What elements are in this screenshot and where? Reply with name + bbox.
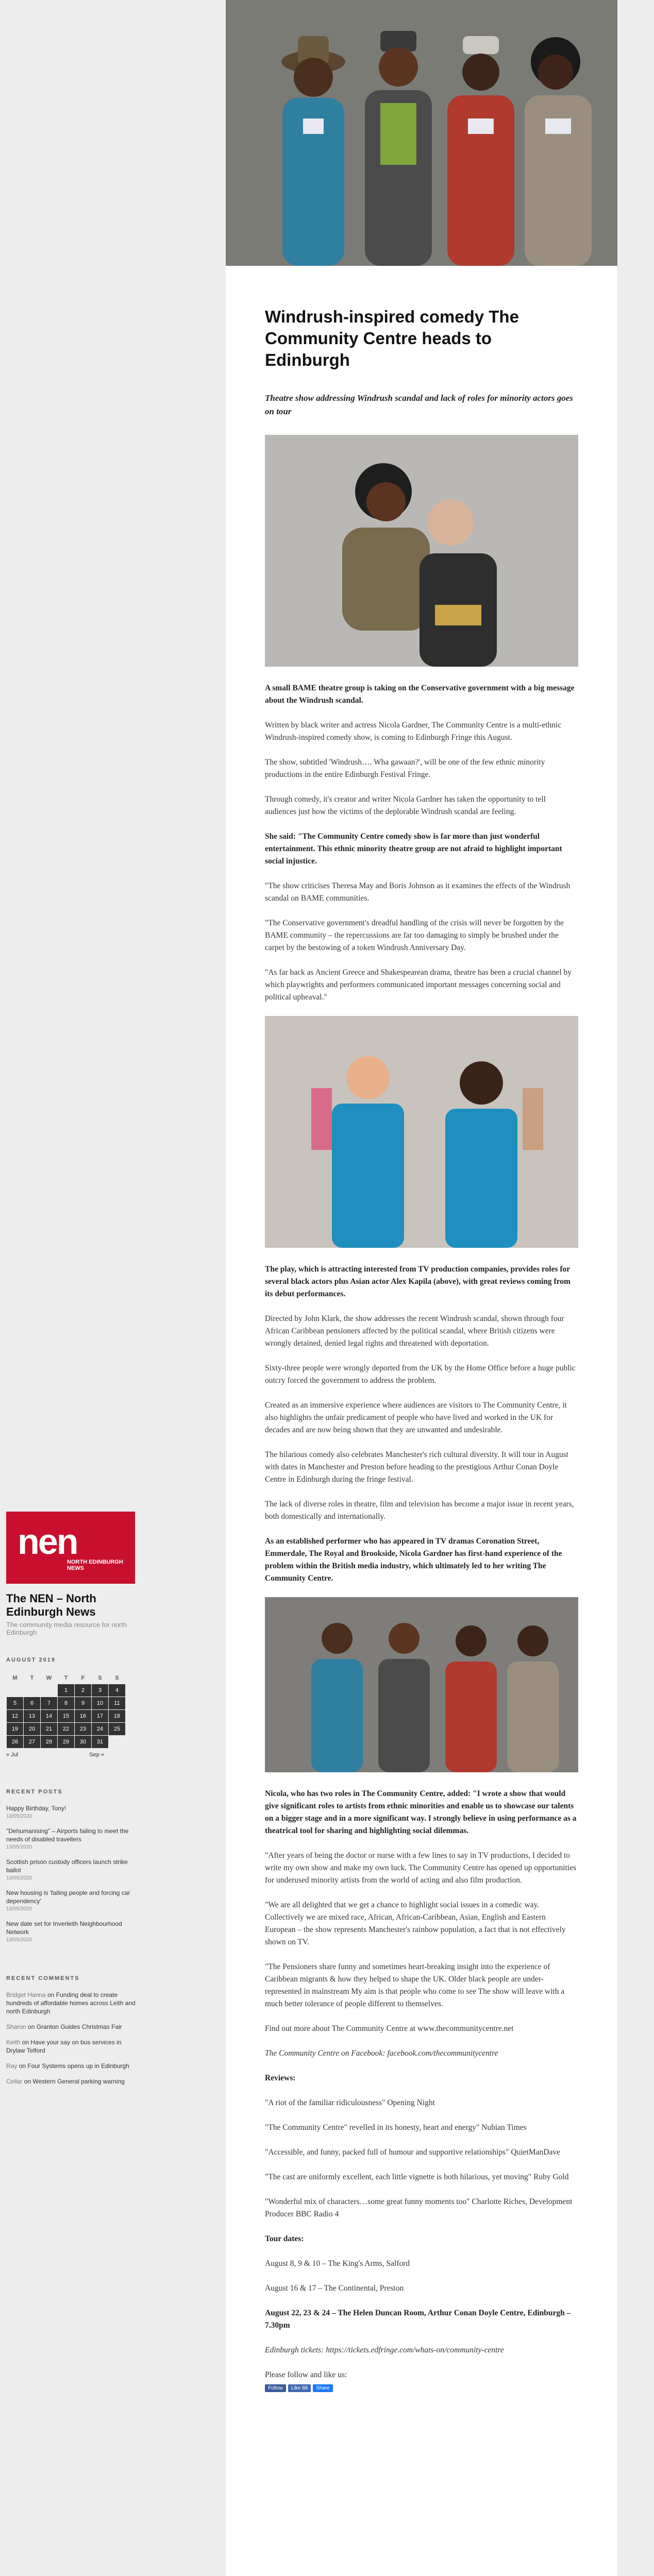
calendar-day[interactable]: 20 <box>24 1723 41 1736</box>
calendar-day[interactable]: 22 <box>58 1723 75 1736</box>
calendar-day[interactable]: 3 <box>92 1684 109 1697</box>
calendar-day <box>24 1684 41 1697</box>
comment-on: on <box>22 2039 29 2046</box>
article-title: Windrush-inspired comedy The Community Centre heads to Edinburgh <box>265 307 519 369</box>
facebook-link[interactable] <box>265 2047 578 2060</box>
calendar-day <box>41 1684 58 1697</box>
recent-post-item[interactable] <box>6 1920 140 1944</box>
recent-post-date: 13/05/2020 <box>6 1844 32 1850</box>
recent-post-title[interactable]: Scottish prison custody officers launch strike ballot <box>6 1858 128 1874</box>
recent-comment-item <box>6 2077 140 2086</box>
sidebar <box>0 0 155 2576</box>
calendar-day[interactable]: 27 <box>24 1736 41 1749</box>
calendar-prev-link[interactable]: « Jul <box>6 1752 19 1758</box>
article-paragraph: As an established performer who has appeared in TV dramas Coronation Street, Emmerdale, The Royal and Brookside, Nicola Gardner has first-hand experience of the problem within the British media industry, which ultimately led to her writing The Community Centre. <box>265 1537 562 1583</box>
recent-comments-title: RECENT COMMENTS <box>6 1975 80 1981</box>
tour-heading: Tour dates: <box>265 2234 304 2243</box>
comment-author[interactable]: Ray <box>6 2062 18 2070</box>
article-paragraph: The lack of diverse roles in theatre, film and television has become a major issue in recent years, both domestically and internationally. <box>265 1500 574 1521</box>
calendar-day[interactable]: 9 <box>75 1697 92 1710</box>
calendar-day[interactable]: 29 <box>58 1736 75 1749</box>
comment-author[interactable]: Cellar <box>6 2078 23 2085</box>
calendar-day[interactable]: 24 <box>92 1723 109 1736</box>
recent-post-item[interactable] <box>6 1858 140 1883</box>
comment-post-link[interactable]: Funding deal to create hundreds of affordable homes across Leith and north Edinburgh <box>6 1991 136 2015</box>
calendar-next-link[interactable]: Sep » <box>89 1752 104 1758</box>
calendar-day <box>7 1684 24 1697</box>
article-paragraph: Find out more about The Community Centre at www.thecommunitycentre.net <box>265 2024 514 2033</box>
comment-on: on <box>28 2023 35 2030</box>
calendar-day[interactable]: 6 <box>24 1697 41 1710</box>
tour-date: August 8, 9 & 10 – The King's Arms, Salford <box>265 2259 410 2268</box>
photo-cast-four <box>265 1597 578 1772</box>
article-paragraph: The show, subtitled 'Windrush…. Wha gawaan?', will be one of the few ethnic minority productions in the entire Edinburgh Festival Fringe. <box>265 758 545 779</box>
recent-comment-item <box>6 2023 140 2031</box>
calendar-day[interactable]: 10 <box>92 1697 109 1710</box>
comment-author[interactable]: Sharon <box>6 2023 26 2030</box>
calendar-weekday: S <box>115 1675 119 1681</box>
hero-image <box>226 0 617 266</box>
article-paragraph: The hilarious comedy also celebrates Manchester's rich cultural diversity. It will tour in August with dates in Manchester and Preston before heading to the prestigious Arthur Conan Doyle Centre in Edinburgh during the fringe festival. <box>265 1450 568 1484</box>
site-description: The community media resource for north Edinburgh <box>6 1621 127 1636</box>
comment-post-link[interactable]: Western General parking warning <box>32 2078 125 2085</box>
article-photo-3 <box>265 1597 578 1772</box>
recent-post-item[interactable] <box>6 1804 140 1821</box>
calendar-day[interactable]: 13 <box>24 1710 41 1723</box>
calendar-day[interactable]: 25 <box>109 1723 126 1736</box>
site-logo[interactable] <box>6 1512 135 1584</box>
calendar-day[interactable]: 2 <box>75 1684 92 1697</box>
calendar-day[interactable]: 7 <box>41 1697 58 1710</box>
recent-post-date: 13/05/2020 <box>6 1906 32 1912</box>
calendar-day[interactable]: 30 <box>75 1736 92 1749</box>
calendar-day[interactable]: 14 <box>41 1710 58 1723</box>
calendar-nav <box>6 1752 104 1758</box>
article-paragraph: "We are all delighted that we get a chance to highlight social issues in a comedic way. Collectively we are mixed race, African, African-Caribbean, Asian, English and Eastern European – the show represents Manchester's rainbow population, a fact that is not effectively shown on TV. <box>265 1901 566 1946</box>
calendar-weekday: T <box>64 1675 68 1681</box>
recent-post-item[interactable] <box>6 1827 140 1852</box>
calendar-week <box>7 1684 126 1697</box>
recent-comment-item <box>6 1991 140 2015</box>
recent-post-title[interactable]: "Dehumanising" – Airports failing to meet the needs of disabled travellers <box>6 1827 129 1843</box>
calendar-day[interactable]: 26 <box>7 1736 24 1749</box>
recent-posts-list <box>6 1804 140 1944</box>
calendar-day[interactable]: 17 <box>92 1710 109 1723</box>
article-paragraph: Written by black writer and actress Nicola Gardner, The Community Centre is a multi-ethnic Windrush-inspired comedy show, is coming to Edinburgh Fringe this August. <box>265 721 562 742</box>
facebook-anchor[interactable]: The Community Centre on Facebook: facebook.com/thecommunitycentre <box>265 2049 498 2058</box>
calendar-day[interactable]: 12 <box>7 1710 24 1723</box>
review-quote: "The cast are uniformly excellent, each little vignette is both hilarious, yet moving" Ruby Gold <box>265 2173 569 2181</box>
share-button[interactable]: Like 88 <box>288 2384 311 2392</box>
calendar-day[interactable]: 23 <box>75 1723 92 1736</box>
article-paragraph: She said: "The Community Centre comedy show is far more than just wonderful entertainment. This ethnic minority theatre group are not afraid to highlight important social injustice. <box>265 832 562 866</box>
share-button[interactable]: Follow <box>265 2384 286 2392</box>
calendar-title: AUGUST 2019 <box>6 1657 56 1663</box>
sidebar-inner <box>6 1512 140 2093</box>
logo-subtitle: NORTH EDINBURGH NEWS <box>67 1559 123 1571</box>
article-paragraph: Nicola, who has two roles in The Community Centre, added: "I wrote a show that would give significant roles to artists from ethnic minorities and enable us to showcase our talents on a bigger stage and in a more significant way. I strongly believe in using performance as a theatrical tool for sharing and highlighting social dilemmas. <box>265 1789 577 1835</box>
calendar-day[interactable]: 18 <box>109 1710 126 1723</box>
calendar-day[interactable]: 28 <box>41 1736 58 1749</box>
review-quote: "Wonderful mix of characters…some great funny moments too" Charlotte Riches, Development Producer BBC Radio 4 <box>265 2197 573 2218</box>
article-paragraph: Directed by John Klark, the show addresses the recent Windrush scandal, shown through four African Caribbean pensioners affected by the political scandal, where British citizens were wrongly detained, denied legal rights and threatened with deportation. <box>265 1314 564 1348</box>
calendar-weekday: S <box>98 1675 102 1681</box>
calendar-day[interactable]: 21 <box>41 1723 58 1736</box>
calendar-weekday: W <box>46 1675 52 1682</box>
calendar-weekday: T <box>30 1675 34 1682</box>
tour-date[interactable]: Edinburgh tickets: https://tickets.edfringe.com/whats-on/community-centre <box>265 2346 504 2354</box>
calendar <box>6 1672 126 1749</box>
calendar-week <box>7 1736 126 1749</box>
review-quote: "Accessible, and funny, packed full of humour and supportive relationships" QuietManDave <box>265 2148 560 2157</box>
article-photo-1 <box>265 435 578 667</box>
comment-on: on <box>24 2078 31 2085</box>
calendar-day[interactable]: 8 <box>58 1697 75 1710</box>
review-quote: "The Community Centre" revelled in its honesty, heart and energy" Nubian Times <box>265 2123 527 2132</box>
calendar-weekday: M <box>12 1675 18 1682</box>
photo-blue-tunics <box>265 1016 578 1248</box>
calendar-day[interactable]: 31 <box>92 1736 109 1749</box>
article-paragraph: A small BAME theatre group is taking on the Conservative government with a big message about the Windrush scandal. <box>265 684 575 705</box>
calendar-week <box>7 1697 126 1710</box>
article-paragraph: "As far back as Ancient Greece and Shakespearean drama, theatre has been a crucial channel by which playwrights and performers communicated important messages concerning social and political upheaval." <box>265 968 572 1002</box>
share-buttons <box>265 2384 578 2392</box>
review-quote: "A riot of the familiar ridiculousness" Opening Night <box>265 2098 435 2107</box>
comment-on: on <box>47 1991 55 1998</box>
photo-two-performers <box>265 435 578 667</box>
article-paragraph: Sixty-three people were wrongly deported from the UK by the Home Office before a huge public outcry forced the government to address the problem. <box>265 1364 576 1385</box>
calendar-day[interactable]: 4 <box>109 1684 126 1697</box>
calendar-day[interactable]: 5 <box>7 1697 24 1710</box>
article-paragraph: Through comedy, it's creator and writer Nicola Gardner has taken the opportunity to tell audiences just how the victims of the deplorable Windrush scandal are feeling. <box>265 795 546 816</box>
comment-author[interactable]: Keith <box>6 2039 21 2046</box>
calendar-weekday: F <box>81 1675 85 1681</box>
recent-comments-list <box>6 1991 140 2086</box>
recent-post-title[interactable]: New housing is 'failing people and forcing car dependency' <box>6 1889 130 1905</box>
calendar-week <box>7 1710 126 1723</box>
calendar-day <box>109 1736 126 1749</box>
comment-on: on <box>19 2062 26 2070</box>
comment-post-link[interactable]: Four Systems opens up in Edinburgh <box>27 2062 129 2070</box>
calendar-week <box>7 1723 126 1736</box>
share-button[interactable]: Share <box>313 2384 333 2392</box>
logo-word: nen <box>18 1521 77 1562</box>
calendar-day[interactable]: 19 <box>7 1723 24 1736</box>
recent-post-title[interactable]: New date set for Inverleith Neighbourhood Network <box>6 1920 122 1936</box>
recent-post-date: 13/05/2020 <box>6 1937 32 1943</box>
recent-post-date: 13/05/2020 <box>6 1875 32 1881</box>
calendar-day[interactable]: 1 <box>58 1684 75 1697</box>
site-title[interactable]: The NEN – North Edinburgh News <box>6 1592 96 1618</box>
recent-posts-title: RECENT POSTS <box>6 1789 63 1795</box>
recent-post-title[interactable]: Happy Birthday, Tony! <box>6 1805 66 1812</box>
comment-post-link[interactable]: Granton Guides Christmas Fair <box>36 2023 122 2030</box>
article-paragraph: The play, which is attracting interested from TV production companies, provides roles for several black actors plus Asian actor Alex Kapila (above), with great reviews coming from its debut performances. <box>265 1265 571 1298</box>
hero-cast-photo <box>226 0 617 266</box>
comment-author[interactable]: Bridget Hanna <box>6 1991 46 1998</box>
article-paragraph: "The Pensioners share funny and sometimes heart-breaking insight into the experience of Caribbean migrants & how they helped to shape the UK. Older black people are under-represented in mainstream My aim is that people who come to see The show will leave with a much better tolerance of people different to themselves. <box>265 1962 565 2008</box>
recent-comment-item <box>6 2062 140 2070</box>
calendar-day[interactable]: 15 <box>58 1710 75 1723</box>
article-photo-2 <box>265 1016 578 1248</box>
article <box>226 306 617 2392</box>
article-paragraph: "The Conservative government's dreadful handling of the crisis will never be forgotten by the BAME community – the repercussions are far too damaging to simply be brushed under the carpet by the bestowing of a token Windrush Anniversary Day. <box>265 919 564 952</box>
recent-post-date: 13/05/2020 <box>6 1814 32 1819</box>
reviews-heading: Reviews: <box>265 2074 296 2082</box>
main-content <box>226 0 617 2576</box>
article-paragraph: Created as an immersive experience where audiences are visitors to The Community Centre, it also highlights the unfair predicament of people who have lived and worked in the UK for decades and are now being shown that they are unwanted and undesirable. <box>265 1401 567 1434</box>
article-standfirst: Theatre show addressing Windrush scandal and lack of roles for minority actors goes on tour <box>265 393 573 416</box>
article-paragraph: "The show criticises Theresa May and Boris Johnson as it examines the effects of the Windrush scandal on BAME communities. <box>265 882 571 903</box>
recent-comment-item <box>6 2038 140 2055</box>
calendar-day[interactable]: 16 <box>75 1710 92 1723</box>
calendar-day[interactable]: 11 <box>109 1697 126 1710</box>
recent-post-item[interactable] <box>6 1889 140 1913</box>
tour-date: August 22, 23 & 24 – The Helen Duncan Room, Arthur Conan Doyle Centre, Edinburgh – 7.30pm <box>265 2309 571 2330</box>
tour-date: August 16 & 17 – The Continental, Preston <box>265 2284 404 2293</box>
comment-post-link[interactable]: Have your say on bus services in Drylaw Telford <box>6 2039 122 2054</box>
article-paragraph: "After years of being the doctor or nurse with a few lines to say in TV productions, I decided to write my own show and make my own luck. The Community Centre has opened up opportunities for underused minority artists from the world of acting and also film production. <box>265 1851 577 1885</box>
follow-text: Please follow and like us: <box>265 2370 347 2379</box>
